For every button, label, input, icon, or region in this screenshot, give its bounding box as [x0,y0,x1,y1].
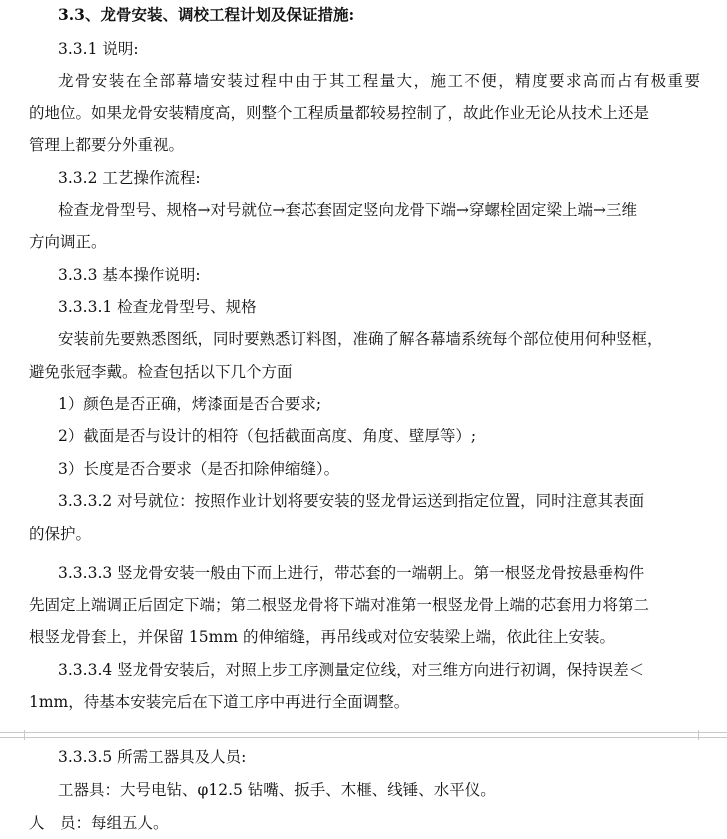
subsection-title: 3.3.3 基本操作说明: [58,266,201,284]
subsection-title: 3.3.3.5 所需工器具及人员: [58,748,247,766]
paragraph-line: 根竖龙骨套上，并保留 15mm 的伸缩缝，再吊线或对位安装梁上端，依此往上安装。 [29,628,615,646]
paragraph-line: 1mm，待基本安装完后在下道工序中再进行全面调整。 [29,693,410,711]
paragraph-line: 的地位。如果龙骨安装精度高，则整个工程质量都较易控制了，故此作业无论从技术上还是 [29,104,650,122]
paragraph-line: 3.3.3.2 对号就位：按照作业计划将要安装的竖龙骨运送到指定位置，同时注意其表面 [58,492,645,510]
list-item: 3）长度是否合要求（是否扣除伸缩缝）。 [58,460,340,478]
paragraph-line: 检查龙骨型号、规格→对号就位→套芯套固定竖向龙骨下端→穿螺栓固定梁上端→三维 [58,201,637,219]
paragraph-line: 工器具：大号电钻、φ12.5 钻嘴、扳手、木榧、线锤、水平仪。 [58,781,496,799]
paragraph-line: 避免张冠李戴。检查包括以下几个方面 [29,363,293,381]
paragraph-line: 方向调正。 [29,233,107,251]
paragraph-line: 龙骨安装在全部幕墙安装过程中由于其工程量大，施工不便，精度要求高而占有极重要 [58,72,700,90]
subsection-title: 3.3.2 工艺操作流程: [58,169,201,187]
section-heading: 3.3、龙骨安装、调校工程计划及保证措施: [58,5,355,24]
paragraph-line: 3.3.3.3 竖龙骨安装一般由下而上进行，带芯套的一端朝上。第一根竖龙骨按悬垂构件 [58,564,645,582]
paragraph-line: 的保护。 [29,525,92,543]
paragraph-line: 3.3.3.4 竖龙骨安装后，对照上步工序测量定位线，对三维方向进行初调，保持误差＜ [58,661,645,679]
paragraph-line: 人 员：每组五人。 [29,814,169,832]
list-item: 1）颜色是否正确，烤漆面是否合要求; [58,395,322,413]
subsection-title: 3.3.3.1 检查龙骨型号、规格 [58,298,257,316]
list-item: 2）截面是否与设计的相符（包括截面高度、角度、壁厚等）; [58,427,477,445]
paragraph-line: 安装前先要熟悉图纸，同时要熟悉订料图，准确了解各幕墙系统每个部位使用何种竖框， [58,330,663,348]
page-break-separator [0,730,727,740]
paragraph-line: 管理上都要分外重视。 [29,136,185,154]
subsection-title: 3.3.1 说明: [58,40,139,58]
paragraph-line: 先固定上端调正后固定下端；第二根竖龙骨将下端对准第一根竖龙骨上端的芯套用力将第二 [29,596,650,614]
